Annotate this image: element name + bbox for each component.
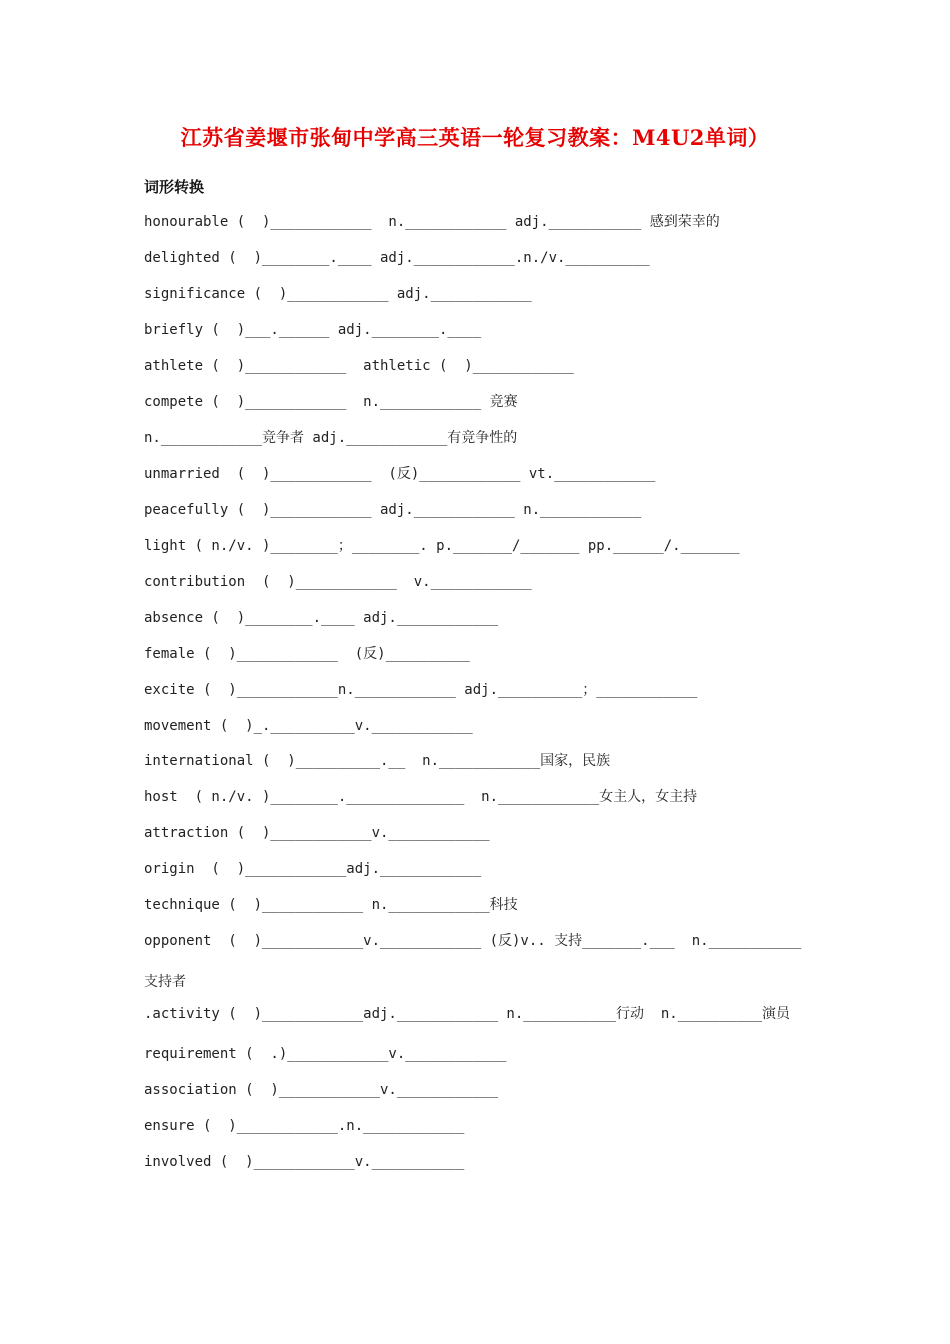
exercise-row: absence ( )________.____ adj.____________ [144, 610, 499, 626]
exercise-row: honourable ( )____________ n.____________ adj.___________ 感到荣幸的 [144, 214, 720, 230]
exercise-row: ensure ( )____________.n.____________ [144, 1118, 465, 1134]
exercise-row: association ( )____________v.____________ [144, 1082, 499, 1098]
exercise-row: delighted ( )________.____ adj.____________.n./v.__________ [144, 250, 650, 266]
exercise-row: attraction ( )____________v.____________ [144, 825, 490, 841]
exercise-row: involved ( )____________v.___________ [144, 1154, 465, 1170]
exercise-row: briefly ( )___.______ adj.________.____ [144, 322, 482, 338]
exercise-row: unmarried ( )____________ (反)____________ vt.____________ [144, 466, 656, 482]
exercise-row: movement ( )_.__________v.____________ [144, 718, 473, 734]
exercise-row: opponent ( )____________v.____________ (反)v.. 支持_______.___ n.___________ [144, 933, 802, 949]
exercise-row: significance ( )____________ adj.____________ [144, 286, 532, 302]
exercise-row: technique ( )____________ n.____________科技 [144, 897, 518, 913]
exercise-row: peacefully ( )____________ adj.____________ n.____________ [144, 502, 642, 518]
exercise-row: light ( n./v. )________；________. p._______/_______ pp.______/._______ [144, 538, 740, 554]
exercise-row: n.____________竞争者 adj.____________有竞争性的 [144, 430, 518, 446]
exercise-row: international ( )__________.__ n.____________国家，民族 [144, 753, 611, 769]
exercise-row-continuation: 支持者 [144, 974, 186, 990]
exercise-row: athlete ( )____________ athletic ( )____________ [144, 358, 574, 374]
exercise-row: host ( n./v. )________.______________ n.____________女主人，女主持 [144, 789, 698, 805]
exercise-row: female ( )____________ (反)__________ [144, 646, 470, 662]
exercise-row: .activity ( )____________adj.____________ n.___________行动 n.__________演员 [144, 1006, 791, 1022]
exercise-row: contribution ( )____________ v.____________ [144, 574, 532, 590]
exercise-row: excite ( )____________n.____________ adj.__________；____________ [144, 682, 698, 698]
section-heading: 词形转换 [144, 178, 205, 196]
exercise-row: requirement ( .)____________v.____________ [144, 1046, 507, 1062]
exercise-row: origin ( )____________adj.____________ [144, 861, 482, 877]
exercise-row: compete ( )____________ n.____________ 竞赛 [144, 394, 518, 410]
page-title: 江苏省姜堰市张甸中学高三英语一轮复习教案：M4U2单词） [180, 125, 770, 150]
